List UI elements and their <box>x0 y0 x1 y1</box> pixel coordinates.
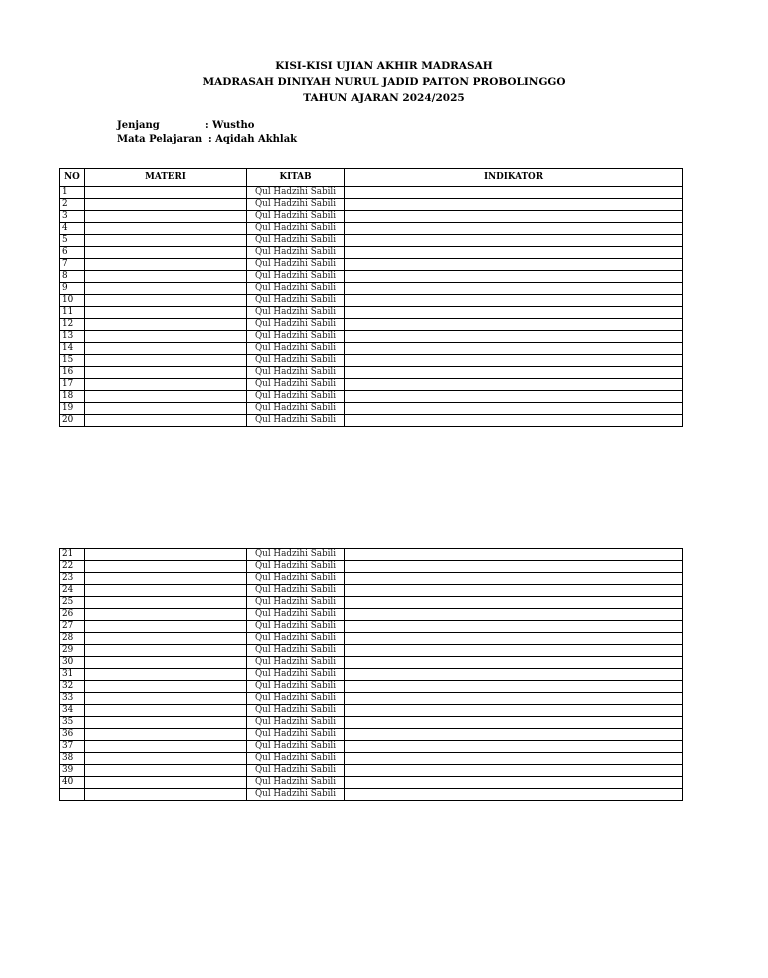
cell-materi <box>85 645 247 657</box>
cell-indikator <box>345 259 683 271</box>
table-row <box>60 585 683 597</box>
cell-indikator <box>345 657 683 669</box>
cell-no: 20 <box>60 415 85 427</box>
cell-materi <box>85 283 247 295</box>
table-row <box>60 645 683 657</box>
cell-indikator <box>345 729 683 741</box>
table-row <box>60 295 683 307</box>
cell-no: 2 <box>60 199 85 211</box>
cell-indikator <box>345 681 683 693</box>
cell-kitab: Qul Hadzihi Sabili <box>247 597 345 609</box>
table-row <box>60 705 683 717</box>
cell-no: 32 <box>60 681 85 693</box>
cell-materi <box>85 549 247 561</box>
cell-materi <box>85 259 247 271</box>
cell-kitab: Qul Hadzihi Sabili <box>247 789 345 801</box>
table-row <box>60 211 683 223</box>
cell-materi <box>85 693 247 705</box>
cell-kitab: Qul Hadzihi Sabili <box>247 211 345 223</box>
cell-no: 28 <box>60 633 85 645</box>
cell-indikator <box>345 199 683 211</box>
column-header-kitab: KITAB <box>247 169 345 187</box>
table-row <box>60 597 683 609</box>
cell-materi <box>85 597 247 609</box>
cell-indikator <box>345 753 683 765</box>
cell-no: 3 <box>60 211 85 223</box>
cell-materi <box>85 741 247 753</box>
cell-indikator <box>345 415 683 427</box>
cell-indikator <box>345 247 683 259</box>
cell-no: 13 <box>60 331 85 343</box>
cell-materi <box>85 765 247 777</box>
cell-indikator <box>345 765 683 777</box>
table-row <box>60 717 683 729</box>
cell-indikator <box>345 573 683 585</box>
cell-no: 37 <box>60 741 85 753</box>
table-row <box>60 741 683 753</box>
table-row <box>60 415 683 427</box>
cell-materi <box>85 585 247 597</box>
cell-materi <box>85 247 247 259</box>
cell-indikator <box>345 609 683 621</box>
cell-indikator <box>345 379 683 391</box>
cell-kitab: Qul Hadzihi Sabili <box>247 235 345 247</box>
cell-kitab: Qul Hadzihi Sabili <box>247 187 345 199</box>
cell-kitab: Qul Hadzihi Sabili <box>247 669 345 681</box>
cell-kitab: Qul Hadzihi Sabili <box>247 247 345 259</box>
cell-kitab: Qul Hadzihi Sabili <box>247 585 345 597</box>
header-institution: MADRASAH DINIYAH NURUL JADID PAITON PROBOLINGGO <box>202 76 566 88</box>
cell-indikator <box>345 717 683 729</box>
cell-kitab: Qul Hadzihi Sabili <box>247 741 345 753</box>
cell-no: 8 <box>60 271 85 283</box>
table-row <box>60 669 683 681</box>
jenjang-value: : Wustho <box>205 120 255 131</box>
cell-no: 30 <box>60 657 85 669</box>
cell-indikator <box>345 693 683 705</box>
cell-materi <box>85 187 247 199</box>
cell-materi <box>85 415 247 427</box>
table-row <box>60 573 683 585</box>
cell-kitab: Qul Hadzihi Sabili <box>247 415 345 427</box>
cell-kitab: Qul Hadzihi Sabili <box>247 705 345 717</box>
cell-no: 27 <box>60 621 85 633</box>
cell-materi <box>85 705 247 717</box>
cell-materi <box>85 211 247 223</box>
cell-materi <box>85 355 247 367</box>
cell-kitab: Qul Hadzihi Sabili <box>247 633 345 645</box>
cell-indikator <box>345 597 683 609</box>
cell-kitab: Qul Hadzihi Sabili <box>247 753 345 765</box>
cell-no: 39 <box>60 765 85 777</box>
cell-materi <box>85 729 247 741</box>
cell-kitab: Qul Hadzihi Sabili <box>247 367 345 379</box>
table-row <box>60 307 683 319</box>
cell-no: 26 <box>60 609 85 621</box>
cell-kitab: Qul Hadzihi Sabili <box>247 621 345 633</box>
cell-kitab: Qul Hadzihi Sabili <box>247 549 345 561</box>
table-row <box>60 259 683 271</box>
cell-materi <box>85 621 247 633</box>
cell-kitab: Qul Hadzihi Sabili <box>247 259 345 271</box>
table-row <box>60 633 683 645</box>
cell-kitab: Qul Hadzihi Sabili <box>247 379 345 391</box>
cell-indikator <box>345 343 683 355</box>
cell-no: 36 <box>60 729 85 741</box>
column-header-no: NO <box>60 169 85 187</box>
mapel-label: Mata Pelajaran <box>117 134 203 145</box>
cell-materi <box>85 561 247 573</box>
cell-kitab: Qul Hadzihi Sabili <box>247 331 345 343</box>
cell-indikator <box>345 777 683 789</box>
table-row <box>60 319 683 331</box>
table-row <box>60 657 683 669</box>
mapel-value: : Aqidah Akhlak <box>208 134 298 145</box>
cell-kitab: Qul Hadzihi Sabili <box>247 403 345 415</box>
cell-materi <box>85 271 247 283</box>
cell-indikator <box>345 295 683 307</box>
table-row <box>60 777 683 789</box>
cell-no: 16 <box>60 367 85 379</box>
table-row <box>60 379 683 391</box>
table-row <box>60 621 683 633</box>
cell-materi <box>85 223 247 235</box>
cell-indikator <box>345 621 683 633</box>
cell-no: 19 <box>60 403 85 415</box>
header-academic-year: TAHUN AJARAN 2024/2025 <box>303 92 465 104</box>
cell-no: 34 <box>60 705 85 717</box>
cell-kitab: Qul Hadzihi Sabili <box>247 271 345 283</box>
cell-no: 12 <box>60 319 85 331</box>
table-row <box>60 403 683 415</box>
table-row <box>60 283 683 295</box>
table-row <box>60 199 683 211</box>
cell-materi <box>85 331 247 343</box>
cell-kitab: Qul Hadzihi Sabili <box>247 729 345 741</box>
cell-no: 4 <box>60 223 85 235</box>
cell-no: 31 <box>60 669 85 681</box>
cell-indikator <box>345 549 683 561</box>
table-header-row <box>60 169 683 187</box>
cell-materi <box>85 573 247 585</box>
cell-indikator <box>345 705 683 717</box>
cell-no: 9 <box>60 283 85 295</box>
kisi-table-page-2 <box>59 548 683 801</box>
cell-materi <box>85 403 247 415</box>
kisi-table-page-1 <box>59 168 683 427</box>
cell-indikator <box>345 741 683 753</box>
cell-kitab: Qul Hadzihi Sabili <box>247 657 345 669</box>
cell-materi <box>85 199 247 211</box>
table-row <box>60 331 683 343</box>
cell-materi <box>85 753 247 765</box>
cell-indikator <box>345 235 683 247</box>
cell-no: 7 <box>60 259 85 271</box>
table-row <box>60 271 683 283</box>
cell-no: 25 <box>60 597 85 609</box>
cell-indikator <box>345 187 683 199</box>
cell-no: 6 <box>60 247 85 259</box>
cell-materi <box>85 633 247 645</box>
cell-kitab: Qul Hadzihi Sabili <box>247 777 345 789</box>
table-row <box>60 223 683 235</box>
table-row <box>60 235 683 247</box>
table-row <box>60 729 683 741</box>
table-row <box>60 355 683 367</box>
cell-materi <box>85 379 247 391</box>
cell-materi <box>85 319 247 331</box>
document-header <box>0 58 768 106</box>
cell-kitab: Qul Hadzihi Sabili <box>247 391 345 403</box>
cell-no: 23 <box>60 573 85 585</box>
cell-kitab: Qul Hadzihi Sabili <box>247 717 345 729</box>
table-row <box>60 609 683 621</box>
cell-no: 21 <box>60 549 85 561</box>
cell-indikator <box>345 355 683 367</box>
cell-no: 1 <box>60 187 85 199</box>
cell-no: 18 <box>60 391 85 403</box>
cell-kitab: Qul Hadzihi Sabili <box>247 319 345 331</box>
cell-kitab: Qul Hadzihi Sabili <box>247 343 345 355</box>
cell-kitab: Qul Hadzihi Sabili <box>247 199 345 211</box>
cell-materi <box>85 717 247 729</box>
cell-no: 29 <box>60 645 85 657</box>
cell-indikator <box>345 403 683 415</box>
cell-kitab: Qul Hadzihi Sabili <box>247 307 345 319</box>
cell-materi <box>85 609 247 621</box>
cell-kitab: Qul Hadzihi Sabili <box>247 355 345 367</box>
table-row <box>60 187 683 199</box>
table-row <box>60 681 683 693</box>
cell-no: 17 <box>60 379 85 391</box>
table-row <box>60 561 683 573</box>
cell-indikator <box>345 669 683 681</box>
cell-kitab: Qul Hadzihi Sabili <box>247 765 345 777</box>
cell-indikator <box>345 561 683 573</box>
cell-kitab: Qul Hadzihi Sabili <box>247 573 345 585</box>
jenjang-label: Jenjang <box>117 120 160 131</box>
cell-indikator <box>345 391 683 403</box>
header-title: KISI-KISI UJIAN AKHIR MADRASAH <box>275 60 493 72</box>
cell-no <box>60 789 85 801</box>
cell-kitab: Qul Hadzihi Sabili <box>247 693 345 705</box>
table-row <box>60 765 683 777</box>
table-row <box>60 247 683 259</box>
cell-indikator <box>345 283 683 295</box>
cell-kitab: Qul Hadzihi Sabili <box>247 645 345 657</box>
column-header-indikator: INDIKATOR <box>345 169 683 187</box>
cell-no: 14 <box>60 343 85 355</box>
cell-materi <box>85 681 247 693</box>
cell-no: 35 <box>60 717 85 729</box>
table-row <box>60 549 683 561</box>
cell-kitab: Qul Hadzihi Sabili <box>247 295 345 307</box>
cell-indikator <box>345 585 683 597</box>
cell-no: 22 <box>60 561 85 573</box>
cell-materi <box>85 789 247 801</box>
cell-indikator <box>345 211 683 223</box>
cell-materi <box>85 657 247 669</box>
table-row <box>60 693 683 705</box>
cell-indikator <box>345 223 683 235</box>
table-row <box>60 343 683 355</box>
cell-no: 5 <box>60 235 85 247</box>
table-row <box>60 391 683 403</box>
cell-no: 40 <box>60 777 85 789</box>
cell-indikator <box>345 331 683 343</box>
cell-materi <box>85 295 247 307</box>
cell-no: 10 <box>60 295 85 307</box>
cell-indikator <box>345 789 683 801</box>
cell-no: 24 <box>60 585 85 597</box>
cell-indikator <box>345 645 683 657</box>
cell-no: 33 <box>60 693 85 705</box>
cell-no: 15 <box>60 355 85 367</box>
cell-no: 11 <box>60 307 85 319</box>
table-row <box>60 753 683 765</box>
cell-no: 38 <box>60 753 85 765</box>
table-row <box>60 789 683 801</box>
cell-materi <box>85 367 247 379</box>
cell-materi <box>85 777 247 789</box>
cell-materi <box>85 343 247 355</box>
cell-kitab: Qul Hadzihi Sabili <box>247 609 345 621</box>
cell-kitab: Qul Hadzihi Sabili <box>247 283 345 295</box>
cell-indikator <box>345 367 683 379</box>
cell-materi <box>85 307 247 319</box>
cell-kitab: Qul Hadzihi Sabili <box>247 561 345 573</box>
cell-materi <box>85 391 247 403</box>
cell-kitab: Qul Hadzihi Sabili <box>247 681 345 693</box>
table-row <box>60 367 683 379</box>
cell-kitab: Qul Hadzihi Sabili <box>247 223 345 235</box>
cell-materi <box>85 235 247 247</box>
cell-indikator <box>345 307 683 319</box>
column-header-materi: MATERI <box>85 169 247 187</box>
cell-indikator <box>345 271 683 283</box>
cell-materi <box>85 669 247 681</box>
cell-indikator <box>345 319 683 331</box>
cell-indikator <box>345 633 683 645</box>
